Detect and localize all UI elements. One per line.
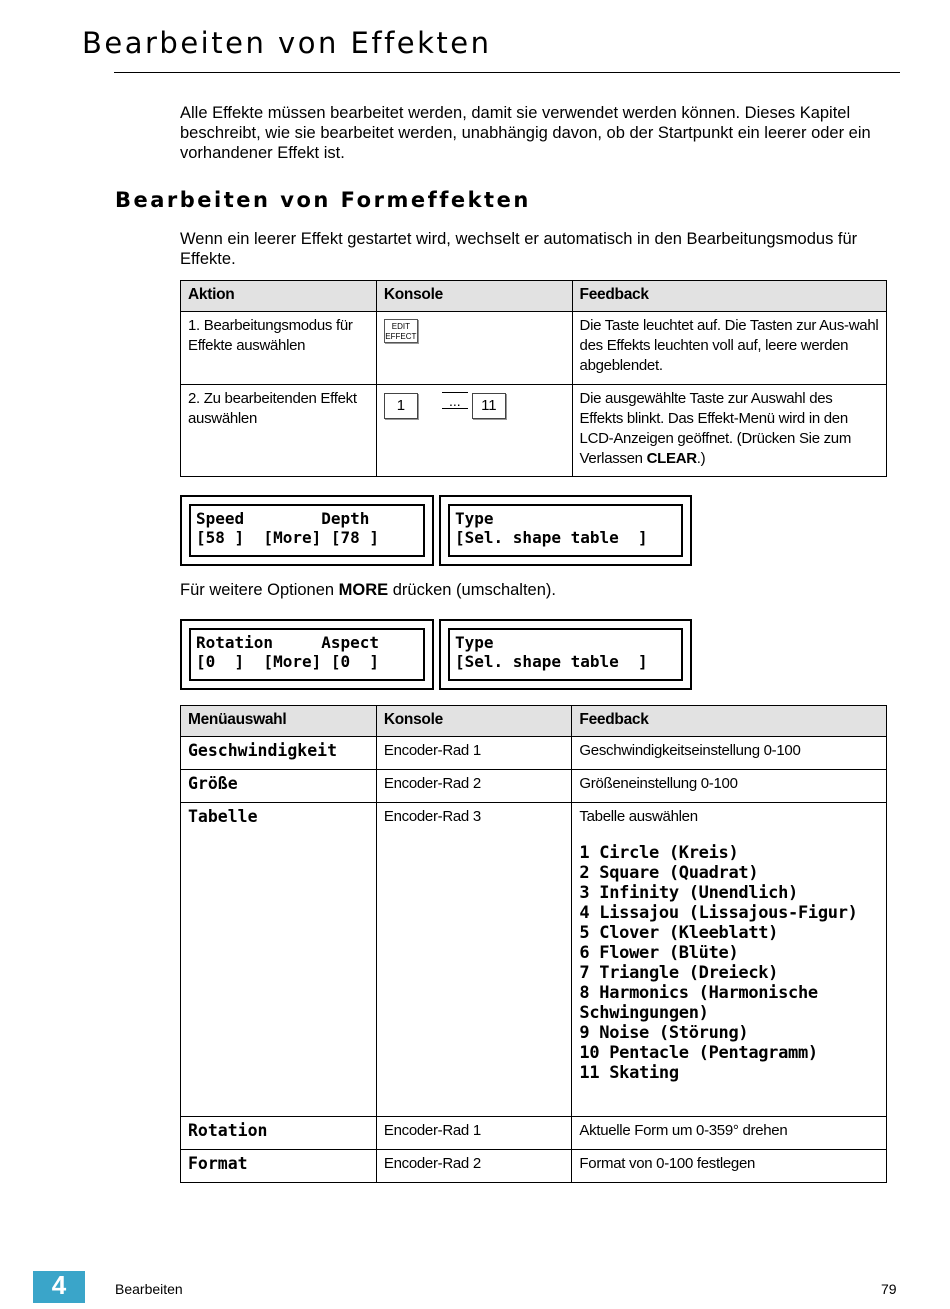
more-key-text: MORE [338, 581, 389, 599]
menu-console: Encoder-Rad 3 [376, 803, 572, 1117]
shape-list-item: 11 Skating [579, 1063, 679, 1083]
lcd-line: [Sel. shape table ] [455, 652, 648, 671]
step-console [376, 312, 572, 385]
lcd-display-left-1 [180, 495, 434, 566]
title-divider [114, 72, 900, 73]
shape-list-item: 7 Triangle (Dreieck) [579, 963, 779, 983]
shape-list-item: 6 Flower (Blüte) [579, 943, 739, 963]
menu-table [180, 705, 887, 1183]
table-header-row [181, 706, 887, 737]
table-header-row [181, 281, 887, 312]
header-aktion: Aktion [181, 281, 377, 312]
lcd-line: [0 ] [More] [0 ] [196, 652, 380, 671]
lcd-line: Rotation Aspect [196, 633, 380, 652]
shape-list-item: 10 Pentacle (Pentagramm) [579, 1043, 818, 1063]
step-action: 1. Bearbeitungsmodus für Effekte auswählen [181, 312, 377, 385]
page-number: 79 [881, 1281, 897, 1297]
menu-item: Format [181, 1150, 377, 1183]
lcd-line: Speed Depth [196, 509, 370, 528]
step-console [376, 385, 572, 477]
lcd-display-right-2 [439, 619, 692, 690]
table-row [181, 803, 887, 1117]
table-row [181, 770, 887, 803]
section-title: Bearbeiten von Formeffekten [115, 188, 531, 212]
shape-list-item: 1 Circle (Kreis) [579, 843, 739, 863]
shape-list-item: 2 Square (Quadrat) [579, 863, 759, 883]
menu-item: Geschwindigkeit [181, 737, 377, 770]
table-row [181, 312, 887, 385]
clear-key-text: CLEAR [646, 450, 697, 467]
section-intro-paragraph: Wenn ein leerer Effekt gestartet wird, wechselt er automatisch in den Bearbeitungsmodus für Effekte. [180, 230, 858, 268]
menu-feedback: Geschwindigkeitseinstellung 0-100 [572, 737, 887, 770]
lcd-display-right-1 [439, 495, 692, 566]
table-row [181, 385, 887, 477]
menu-console: Encoder-Rad 2 [376, 770, 572, 803]
menu-console: Encoder-Rad 1 [376, 737, 572, 770]
menu-item: Rotation [181, 1117, 377, 1150]
header-menuauswahl: Menüauswahl [181, 706, 377, 737]
steps-table [180, 280, 887, 477]
edit-effect-key-icon [384, 319, 418, 343]
header-konsole: Konsole [376, 281, 572, 312]
shape-list-item: 4 Lissajou (Lissajous-Figur) [579, 903, 858, 923]
shape-list [579, 843, 879, 1083]
table-row [181, 737, 887, 770]
menu-item: Tabelle [181, 803, 377, 1117]
shape-list-item: 8 Harmonics (Harmonische Schwingungen) [579, 983, 818, 1023]
menu-console: Encoder-Rad 1 [376, 1117, 572, 1150]
step-feedback: Die Taste leuchtet auf. Die Tasten zur Aus-wahl des Effekts leuchten voll auf, leere werden abgeblendet. [572, 312, 886, 385]
menu-feedback: Aktuelle Form um 0-359° drehen [572, 1117, 887, 1150]
intro-paragraph: Alle Effekte müssen bearbeitet werden, damit sie verwendet werden können. Dieses Kapitel beschreibt, wie sie bearbeitet werden, unabhängig davon, ob der Startpunkt ein leerer oder ein vorhandener Effekt ist. [180, 104, 871, 162]
lcd-line: Type [455, 633, 494, 652]
header-konsole: Konsole [376, 706, 572, 737]
edit-key-label: EDIT [391, 322, 410, 331]
menu-feedback: Größeneinstellung 0-100 [572, 770, 887, 803]
page-title: Bearbeiten von Effekten [82, 26, 492, 60]
effect-key-label: EFFECT [385, 332, 417, 341]
menu-console: Encoder-Rad 2 [376, 1150, 572, 1183]
table-row [181, 1117, 887, 1150]
chapter-label: Bearbeiten [115, 1281, 183, 1297]
effect-key-1-icon: 1 [384, 393, 418, 419]
more-note: Für weitere Optionen MORE drücken (umschalten). [180, 581, 556, 599]
header-feedback: Feedback [572, 281, 886, 312]
lcd-line: [Sel. shape table ] [455, 528, 648, 547]
menu-feedback: Format von 0-100 festlegen [572, 1150, 887, 1183]
lcd-line: Type [455, 509, 494, 528]
shape-list-item: 9 Noise (Störung) [579, 1023, 749, 1043]
key-range-ellipsis: ... [441, 392, 469, 409]
lcd-line: [58 ] [More] [78 ] [196, 528, 380, 547]
shape-list-item: 3 Infinity (Unendlich) [579, 883, 798, 903]
table-row [181, 1150, 887, 1183]
step-action: 2. Zu bearbeitenden Effekt auswählen [181, 385, 377, 477]
chapter-number-badge: 4 [33, 1271, 85, 1303]
lcd-display-left-2 [180, 619, 434, 690]
menu-feedback: Tabelle auswählen [579, 808, 698, 825]
step-feedback: Die ausgewählte Taste zur Auswahl des Effekts blinkt. Das Effekt-Menü wird in den LCD-Anzeigen geöffnet. (Drücken Sie zum Verlassen CLEAR.) [572, 385, 886, 477]
effect-key-11-icon: 11 [472, 393, 506, 419]
menu-feedback-cell [572, 803, 887, 1117]
header-feedback: Feedback [572, 706, 887, 737]
shape-list-item: 5 Clover (Kleeblatt) [579, 923, 779, 943]
menu-item: Größe [181, 770, 377, 803]
